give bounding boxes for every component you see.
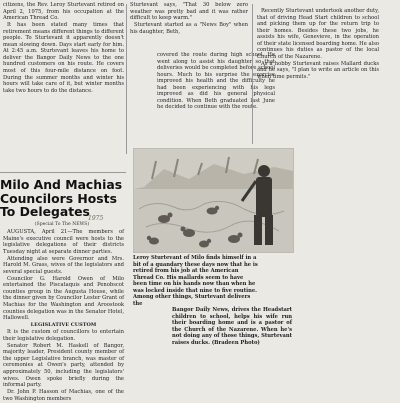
paragraph: As a hobby Sturtevant raises Mallard ducks and he says, "I plan to write an article on this when time permits." bbox=[257, 60, 379, 80]
caption-text: Leroy Sturtevant of Milo finds himself in a bit of a quandary these days now that he is retired from his job at the American Thread Co. His mallards seem to have been time on his hands now than when he was locked inside that nine to five routine. Among other things, Sturtevant delivers the bbox=[133, 255, 258, 307]
paragraph: Sturtevant says, "That 30 below zero weather was pretty bad and it was rather difficult to keep warm." bbox=[130, 2, 248, 22]
article-headline bbox=[0, 178, 125, 219]
column-1 bbox=[3, 2, 124, 95]
handwritten-note: 1975 bbox=[88, 215, 104, 222]
dateline: (Special To The NEWS) bbox=[34, 222, 90, 227]
column-1-story bbox=[3, 229, 124, 403]
paragraph: citizens, the Rev. Leroy Sturtevant retired on April 2, 1975, from his occupation at the American Thread Co. bbox=[3, 2, 124, 22]
paragraph: Councilor G. Harold Owen of Milo entertained the Piscataquis and Penobscot counties group in the Augusta House, while the dinner given by Councilor Lester Grant of Machias for the Washington and Aroostook counties delegation was in the Senator Hotel, Hallowell. bbox=[3, 275, 124, 322]
column-divider bbox=[252, 4, 253, 144]
paragraph: It has been stated many times that retirement means different things to different people. To Sturtevant it apparently doesn't mean slowing down. Days start early for him. At 2:45 a.m. Sturtevant leaves his home to deliver the Bangor Daily News to the one hundred customers on his route. He covers most of this four-mile distance on foot. During the summer months and winter his hours will take care of it, but winter months take two hours to do the distance. bbox=[3, 22, 124, 94]
paragraph: covered the route during high school. He went along to assist his daughter so that deliveries would be completed before school hours. Much to his surprise the exercise improved his health and the difficulty he had been experiencing with his legs improved as did his general physical condition. When Beth graduated last June he decided to continue with the route. bbox=[157, 52, 275, 111]
headline-line: Councilors Hosts bbox=[0, 190, 117, 206]
paragraph: Sturtevant started as a "News Boy" when his daughter, Beth, bbox=[130, 22, 248, 35]
photo-image bbox=[134, 149, 293, 252]
paragraph: Recently Sturtevant undertook another duty, that of driving Head Start children to school and picking them up for the return trip to their homes. Besides these two jobs, he assists his wife, Genevieve, in the operation of their state licensed boarding home. He also continues his duties as pastor of the local Church of the Nazarene. bbox=[257, 8, 379, 60]
paragraph: Senator Robert M. Haskell of Bangor, majority leader, President county member of the upper Legislative branch, was master of ceremonies at Owen's party, attended by approximately 50, including the legislators' wives. Owen spoke briefly during the informal party. bbox=[3, 342, 124, 389]
paragraph: Dr. John P. Hasson of Machias, one of the two Washington members bbox=[3, 389, 124, 402]
paragraph: Attending also were Governor and Mrs. Harold M. Grass, wives of the legislators and several special guests. bbox=[3, 255, 124, 275]
news-photo bbox=[133, 148, 294, 253]
subheading: LEGISLATIVE CUSTOM bbox=[30, 322, 97, 329]
column-3 bbox=[257, 8, 379, 81]
section-rule bbox=[0, 172, 126, 173]
paragraph: AUGUSTA, April 21—The members of Maine's executive council were hosts to the legislative delegations of their districts Tuesday night at separate dinner parties. bbox=[3, 229, 124, 255]
caption-continued: Bangor Daily News, drives the Headstart children to school, helps his wife run their boarding home and is a pastor of the Church of the Nazarene. When he's not doing any of those things, Sturtevant raises ducks. (Bradeen Photo) bbox=[172, 307, 292, 346]
column-divider bbox=[126, 4, 127, 154]
headline-line: To Delegates bbox=[0, 204, 90, 220]
column-2 bbox=[130, 2, 248, 36]
column-2-bottom bbox=[172, 307, 292, 347]
paragraph: It is the custom of councillors to entertain their legislative delegation. bbox=[3, 329, 124, 342]
headline-line: Milo And Machias bbox=[0, 177, 123, 192]
photo-caption bbox=[133, 255, 258, 307]
